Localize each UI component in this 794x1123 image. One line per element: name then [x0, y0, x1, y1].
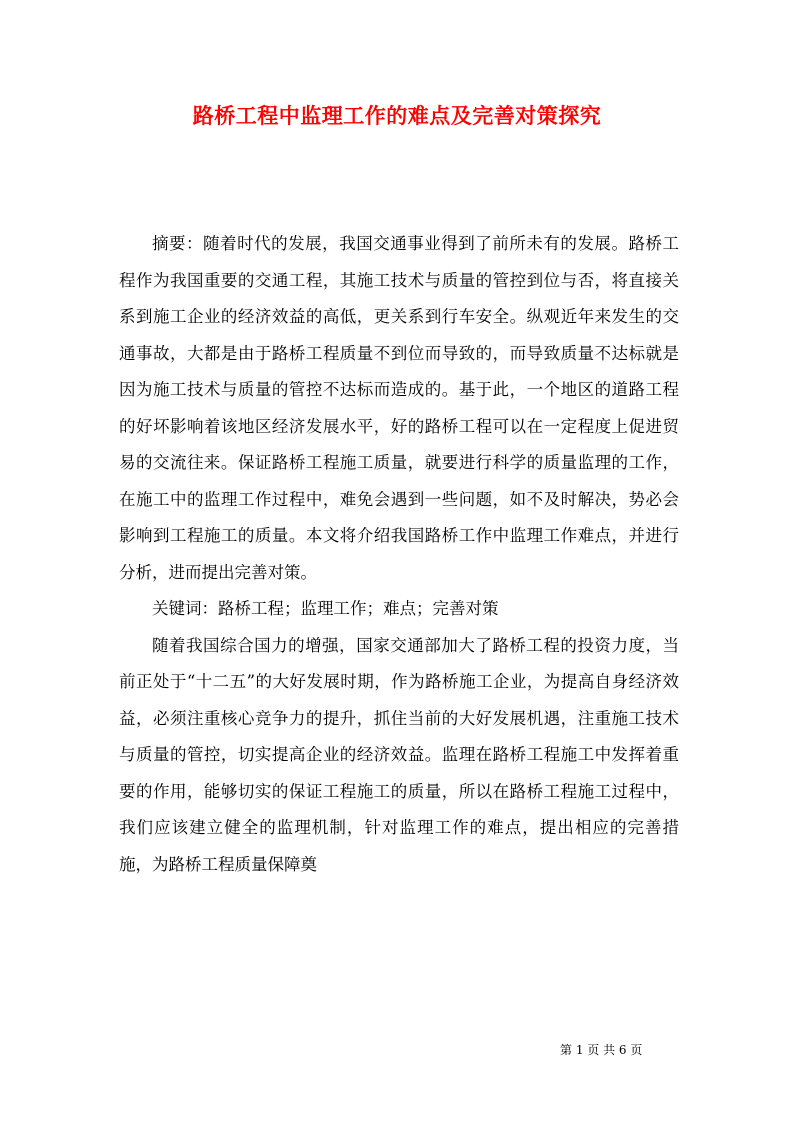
keywords-line: 关键词：路桥工程；监理工作；难点；完善对策	[152, 599, 499, 618]
abstract-paragraph: 摘要：随着时代的发展，我国交通事业得到了前所未有的发展。路桥工程作为我国重要的交通工程，其施工技术与质量的管控到位与否，将直接关系到施工企业的经济效益的高低，更关系到行车安全。纵观近年来发生的交通事故，大都是由于路桥工程质量不到位而导致的，而导致质量不达标就是因为施工技术与质量的管控不达标而造成的。基于此，一个地区的道路工程的好坏影响着该地区经济发展水平，好的路桥工程可以在一定程度上促进贸易的交流往来。保证路桥工程施工质量，就要进行科学的质量监理的工作，在施工中的监理工作过程中，难免会遇到一些问题，如不及时解决，势必会影响到工程施工的质量。本文将介绍我国路桥工作中监理工作难点，并进行分析，进而提出完善对策。	[119, 234, 679, 582]
document-body	[119, 226, 679, 883]
body-paragraph: 随着我国综合国力的增强，国家交通部加大了路桥工程的投资力度，当前正处于“十二五”的大好发展时期，作为路桥施工企业，为提高自身经济效益，必须注重核心竞争力的提升，抓住当前的大好发展机遇，注重施工技术与质量的管控，切实提高企业的经济效益。监理在路桥工程施工中发挥着重要的作用，能够切实的保证工程施工的质量，所以在路桥工程施工过程中，我们应该建立健全的监理机制，针对监理工作的难点，提出相应的完善措施，为路桥工程质量保障奠	[119, 635, 679, 874]
document-title: 路桥工程中监理工作的难点及完善对策探究	[192, 103, 602, 128]
page-number: 第 1 页 共 6 页	[560, 1043, 643, 1057]
